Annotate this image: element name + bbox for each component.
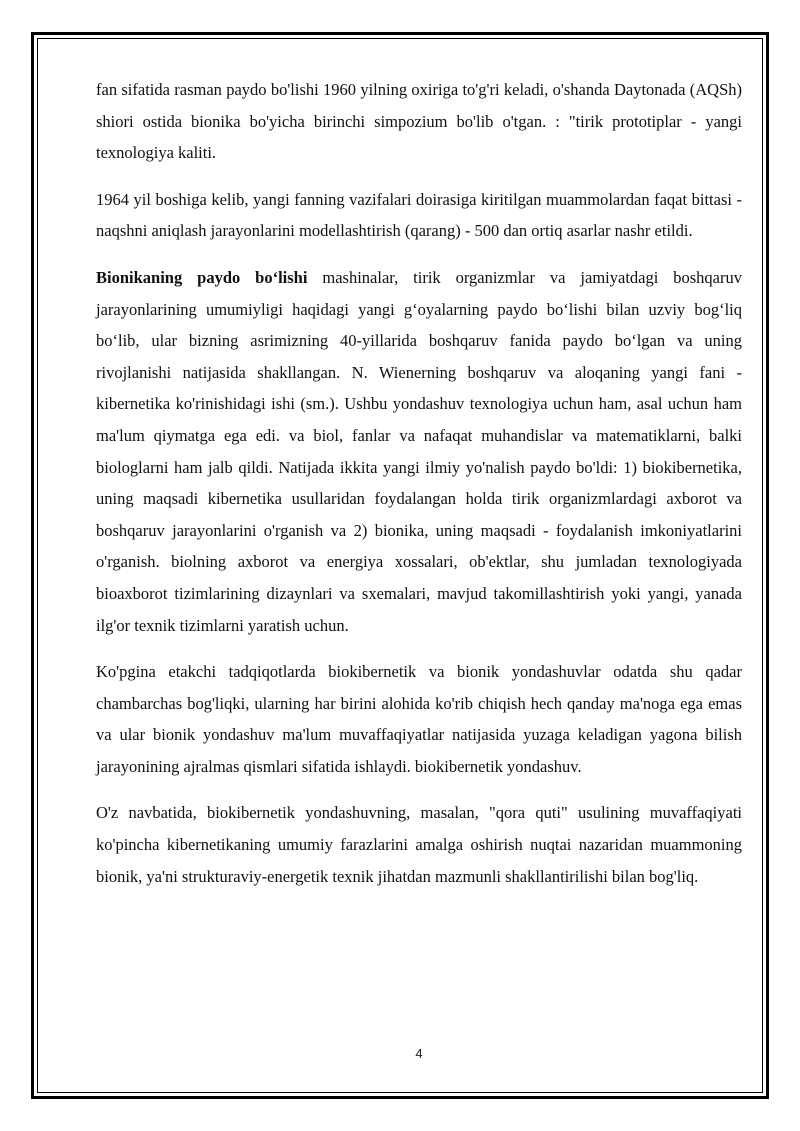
paragraph-1	[96, 74, 742, 169]
paragraph-4-text: Ko'pgina etakchi tadqiqotlarda biokibernetik va bionik yondashuvlar odatda shu qadar chambarchas bog'liqki, ularning har birini alohida ko'rib chiqish hech qanday ma'noga ega emas va ular bionik yondashuv ma'lum muvaffaqiyatlar natijasida yuzaga keladigan yagona bilish jarayonining ajralmas qismlari sifatida ishlaydi. biokibernetik yondashuv.	[96, 662, 742, 776]
document-body	[96, 74, 742, 907]
page-number: 4	[415, 1046, 423, 1061]
paragraph-3-text: mashinalar, tirik organizmlar va jamiyatdagi boshqaruv jarayonlarining umumiyligi haqidagi yangi g‘oyalarning paydo bo‘lishi bilan uzviy bog‘liq bo‘lib, ular bizning asrimizning 40-yillarida boshqaruv fanida paydo bo‘lgan va uning rivojlanishi natijasida shakllangan. N. Wienerning boshqaruv va aloqaning yangi fani - kibernetika ko'rinishidagi ishi (sm.). Ushbu yondashuv texnologiya uchun ham, asal uchun ham ma'lum qiymatga ega edi. va biol, fanlar va nafaqat muhandislar va matematiklarni, balki biologlarni ham jalb qildi. Natijada ikkita yangi ilmiy yo'nalish paydo bo'ldi: 1) biokibernetika, uning maqsadi kibernetika usullaridan foydalangan holda tirik organizmlardagi axborot va boshqaruv jarayonlarini o'rganish va 2) bionika, uning maqsadi - foydalanish imkoniyatlarini o'rganish. biolning axborot va energiya xossalari, ob'ektlar, shu jumladan texnologiyada bioaxborot tizimlarining dizaynlari va sxemalari, mavjud takomillashtirish yoki yangi, yanada ilg'or texnik tizimlarni yaratish uchun.	[96, 267, 742, 635]
paragraph-5-text: O'z navbatida, biokibernetik yondashuvning, masalan, "qora quti" usulining muvaffaqiyati ko'pincha kibernetikaning umumiy farazlarini amalga oshirish nuqtai nazaridan muammoning bionik, ya'ni strukturaviy-energetik texnik jihatdan mazmunli shakllantirilishi bilan bog'liq.	[96, 803, 742, 886]
paragraph-2-text: 1964 yil boshiga kelib, yangi fanning vazifalari doirasiga kiritilgan muammolardan faqat bittasi - naqshni aniqlash jarayonlarini modellashtirish (qarang) - 500 dan ortiq asarlar nashr etildi.	[96, 189, 742, 241]
paragraph-5	[96, 797, 742, 892]
paragraph-3	[96, 262, 742, 641]
paragraph-4	[96, 656, 742, 782]
paragraph-2	[96, 184, 742, 247]
paragraph-1-text: fan sifatida rasman paydo bo'lishi 1960 yilning oxiriga to'g'ri keladi, o'shanda Daytonada (AQSh) shiori ostida bionika bo'yicha birinchi simpozium bo'lib o'tgan. : "tirik prototiplar - yangi texnologiya kaliti.	[96, 80, 742, 163]
paragraph-3-bold-lead: Bionikaning paydo bo‘lishi	[96, 267, 308, 287]
